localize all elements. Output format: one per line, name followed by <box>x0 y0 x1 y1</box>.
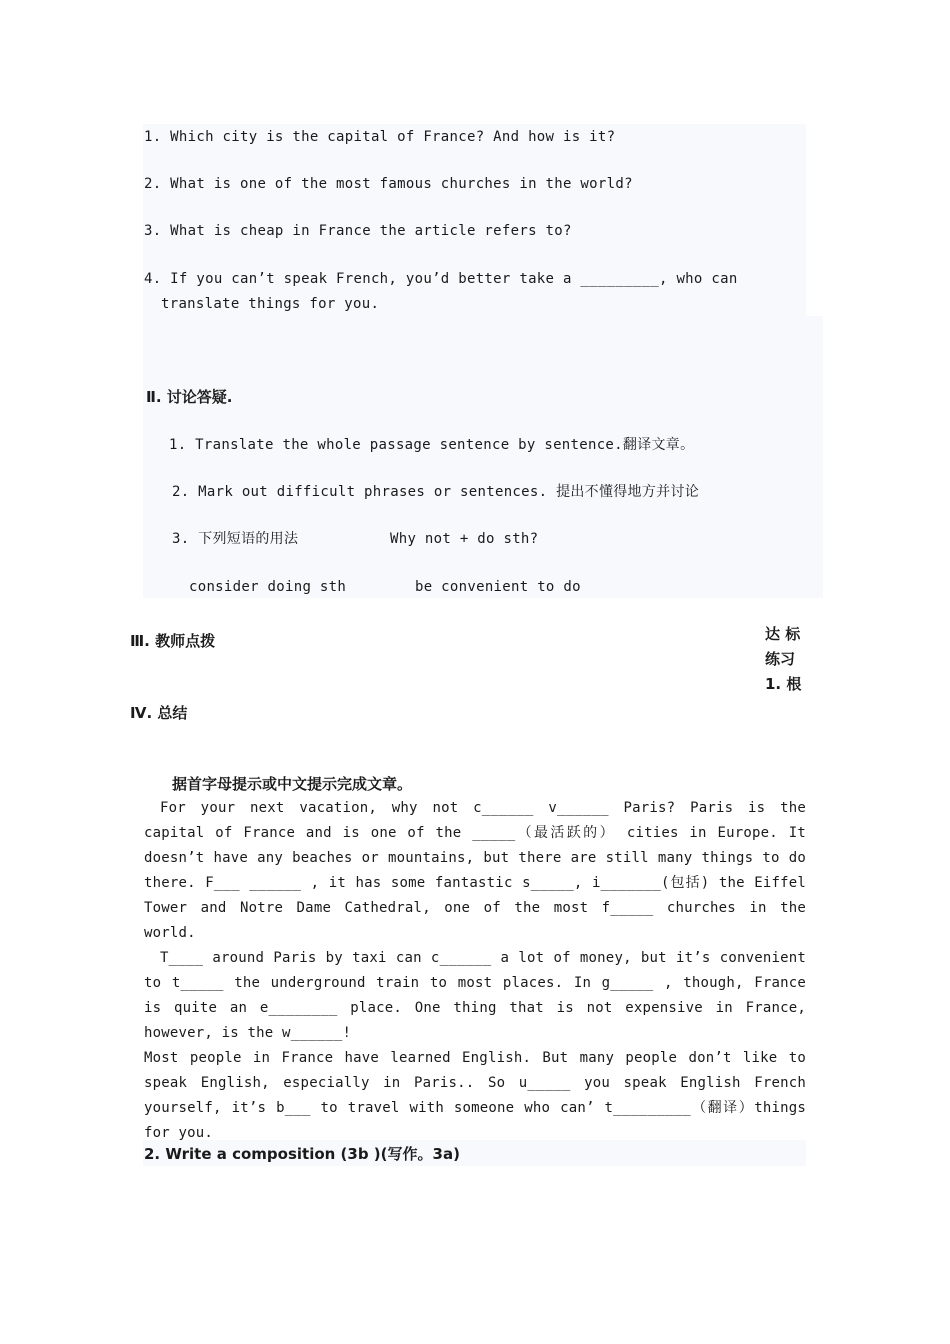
question-4-cont: translate things for you. <box>161 296 380 312</box>
passage-paragraph-3: Most people in France have learned English. But many people don’t like to speak English, especially in Paris.. So u_____ you speak English French yourself, it’s b___ to travel with someone who can’ t_________（翻译）things for you. <box>144 1050 806 1141</box>
composition-task: 2. Write a composition (3b )(写作。3a) <box>144 1145 460 1163</box>
question-2: 2. What is one of the most famous churches in the world? <box>144 176 633 192</box>
discussion-shade <box>143 316 823 598</box>
section2-item3-phrase1: Why not + do sth? <box>390 531 539 547</box>
section2-item3-phrase3: be convenient to do <box>415 579 581 595</box>
question-4: 4. If you can’t speak French, you’d better take a _________, who can <box>144 271 738 287</box>
section4-heading: Ⅳ. 总结 <box>130 704 188 722</box>
section3-heading: Ⅲ. 教师点拨 <box>130 632 216 650</box>
side-label-1: 达 标 <box>765 625 801 643</box>
section2-item1: 1. Translate the whole passage sentence by sentence.翻译文章。 <box>169 437 695 453</box>
question-3: 3. What is cheap in France the article refers to? <box>144 223 572 239</box>
section2-item3-prefix: 3. 下列短语的用法 <box>172 531 299 547</box>
side-label-2: 练习 <box>765 650 796 668</box>
section2-heading: Ⅱ. 讨论答疑. <box>146 388 233 406</box>
exercise-passage <box>144 796 806 1146</box>
passage-paragraph-2: T____ around Paris by taxi can c______ a lot of money, but it’s convenient to t_____ the underground train to most places. In g_____ , though, France is quite an e________ place. One thing that is not expensive in France, however, is the w______! <box>144 950 806 1041</box>
exercise-instruction: 据首字母提示或中文提示完成文章。 <box>172 775 413 793</box>
section2-item2: 2. Mark out difficult phrases or sentences. 提出不懂得地方并讨论 <box>172 484 700 500</box>
side-label-3: 1. 根 <box>765 675 802 693</box>
section2-item3-phrase2: consider doing sth <box>189 579 347 595</box>
passage-paragraph-1: For your next vacation, why not c______ v______ Paris? Paris is the capital of France and is one of the _____（最活跃的） cities in Europe. It doesn’t have any beaches or mountains, but there are still many things to do there. F___ ______ , it has some fantastic s_____, i_______(包括) the Eiffel Tower and Notre Dame Cathedral, one of the most f_____ churches in the world. <box>144 800 806 941</box>
question-1: 1. Which city is the capital of France? And how is it? <box>144 129 616 145</box>
